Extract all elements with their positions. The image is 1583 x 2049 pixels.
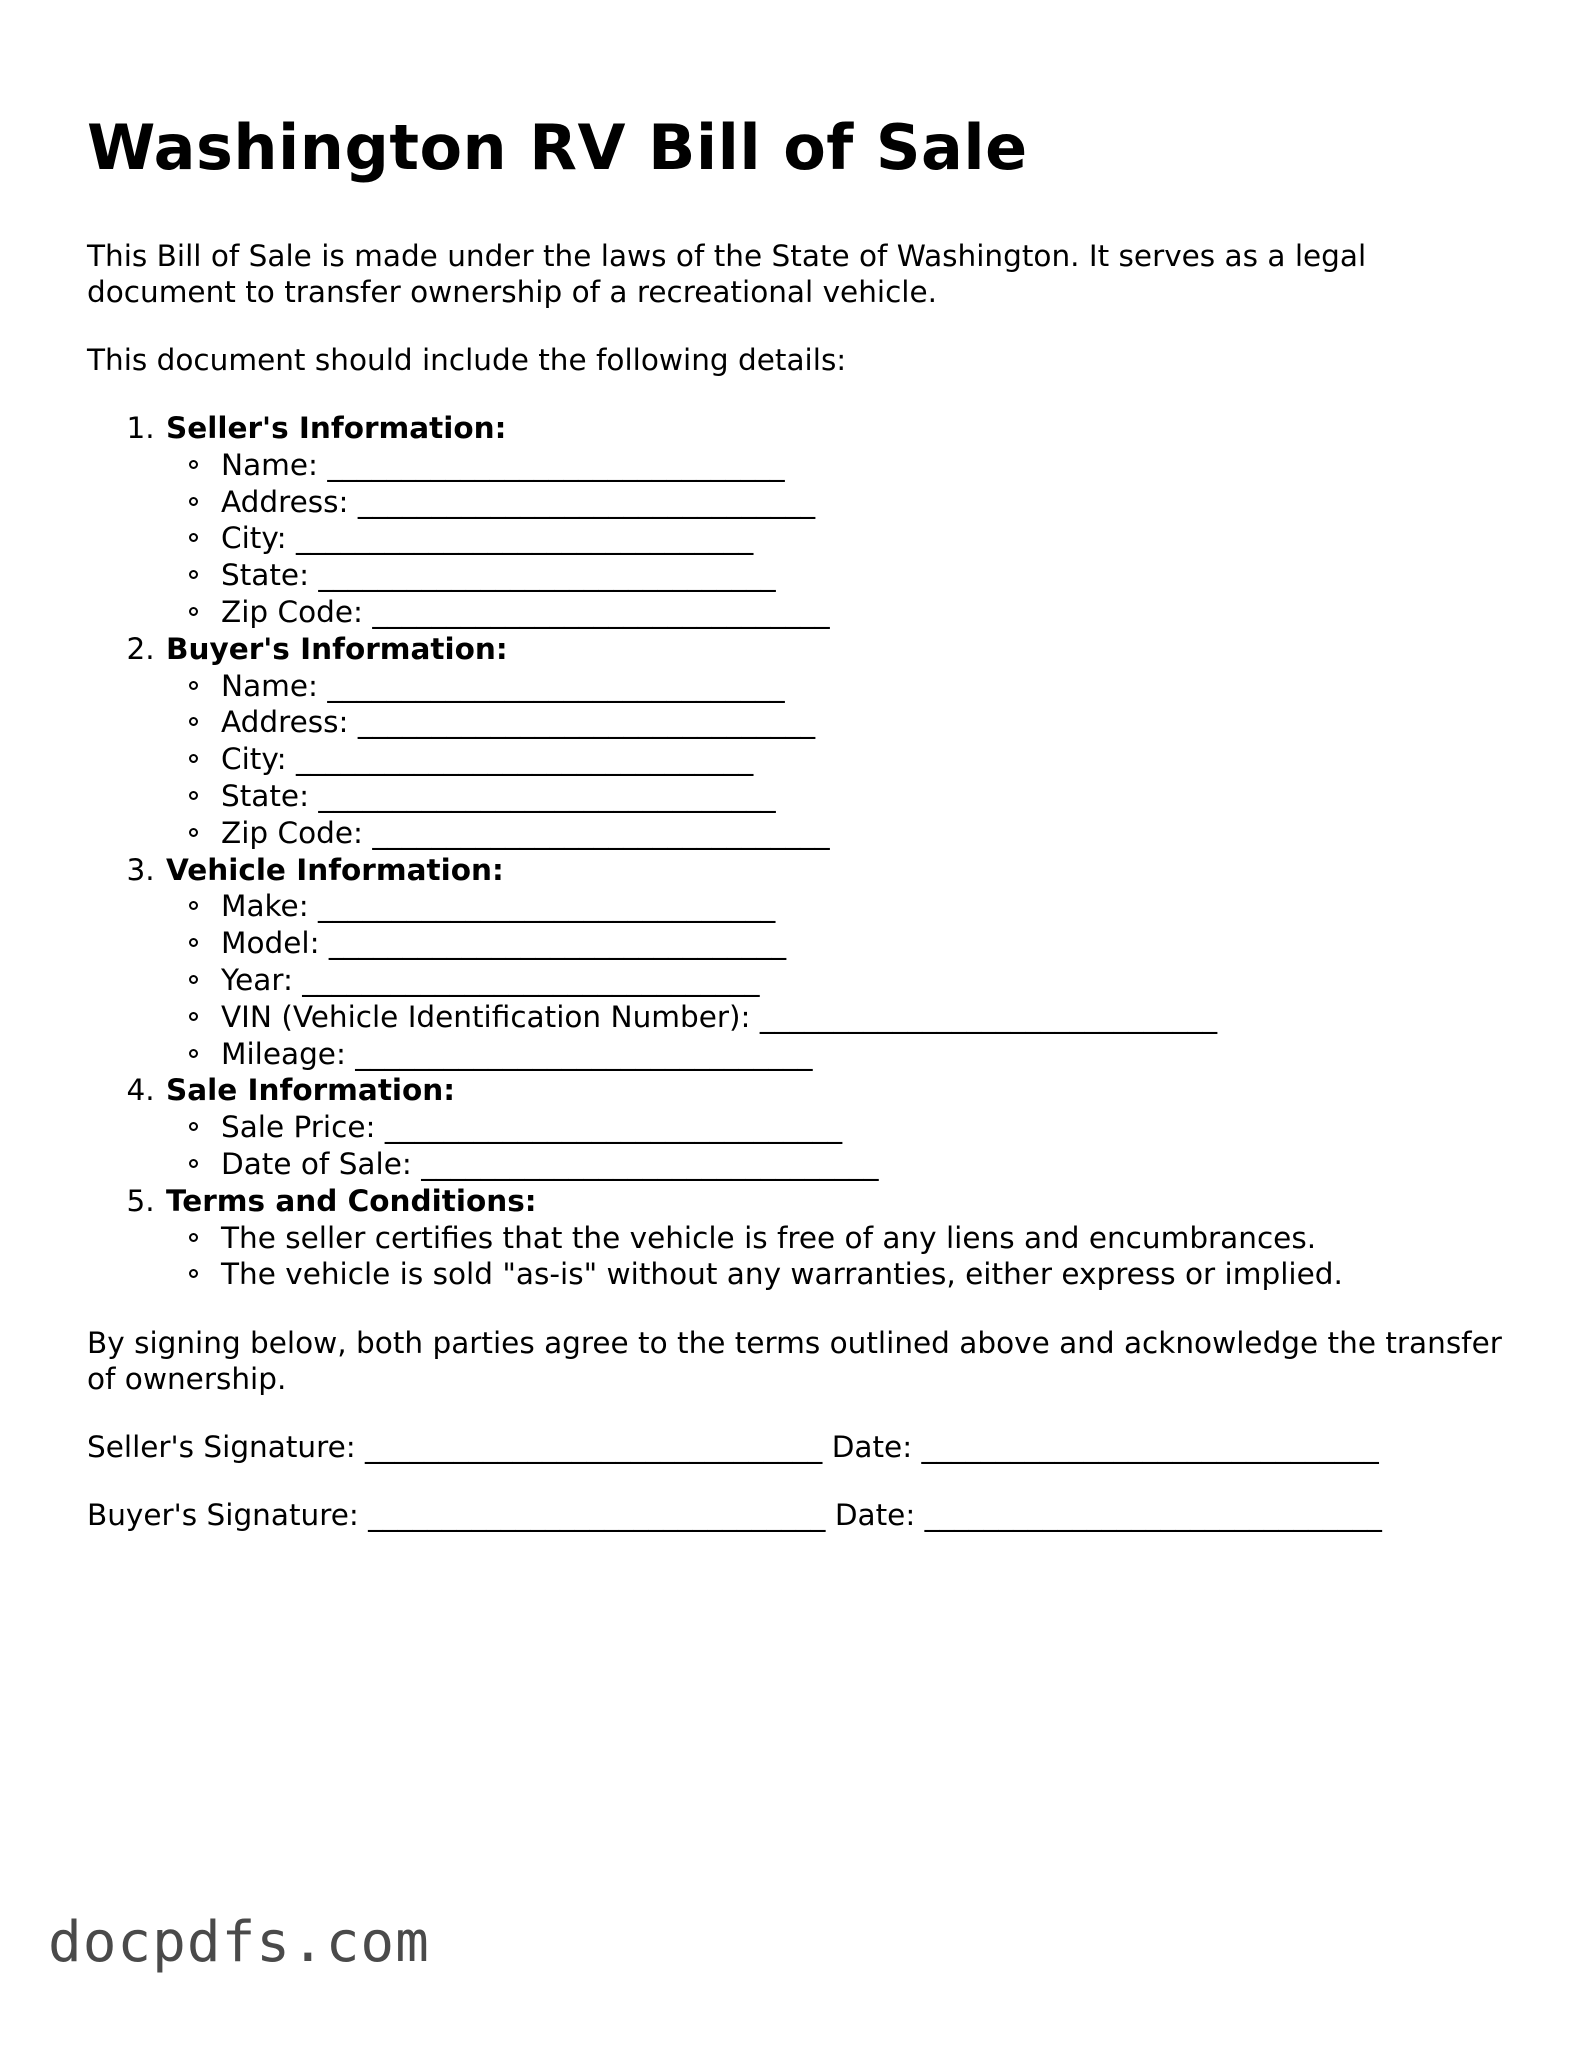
blank-line[interactable]: _______________________________ <box>328 926 787 961</box>
section-title: Terms and Conditions: <box>166 1183 537 1218</box>
blank-line[interactable]: _______________________________ <box>421 1146 879 1181</box>
field-label: Make: <box>221 889 309 924</box>
field-buyer-name <box>221 668 1507 705</box>
seller-date-blank[interactable]: _______________________________ <box>921 1430 1379 1465</box>
field-list <box>166 888 1507 1072</box>
buyer-signature-blank[interactable]: _______________________________ <box>368 1498 826 1533</box>
blank-line[interactable]: _______________________________ <box>296 742 754 777</box>
watermark: docpdfs.com <box>48 1910 430 1975</box>
field-label: State: <box>221 558 310 593</box>
field-sale-price <box>221 1109 1507 1146</box>
blank-line[interactable]: _______________________________ <box>759 999 1218 1034</box>
field-label: Zip Code: <box>221 815 363 850</box>
field-label: Date of Sale: <box>221 1146 412 1181</box>
field-buyer-state <box>221 778 1507 815</box>
field-label: VIN (Vehicle Identification Number): <box>221 999 751 1034</box>
field-label: City: <box>221 521 287 556</box>
term-text: The seller certifies that the vehicle is free of any liens and encumbrances. <box>221 1220 1317 1255</box>
bullet-icon <box>189 497 198 506</box>
bullet-icon <box>189 1012 198 1021</box>
field-vehicle-model <box>221 925 1507 962</box>
field-label: Zip Code: <box>221 594 363 629</box>
bullet-icon <box>189 533 198 542</box>
field-buyer-city <box>221 741 1507 778</box>
blank-line[interactable]: _______________________________ <box>302 962 760 997</box>
bullet-icon <box>189 1122 198 1131</box>
buyer-signature-row <box>87 1497 1507 1533</box>
section-title: Buyer's Information: <box>166 631 508 666</box>
field-seller-address <box>221 484 1507 521</box>
field-label: Name: <box>221 668 318 703</box>
field-label: Name: <box>221 447 318 482</box>
field-seller-name <box>221 447 1507 484</box>
section-title: Sale Information: <box>166 1073 456 1108</box>
section-buyer <box>164 631 1507 852</box>
sections-list <box>87 410 1507 1293</box>
bullet-icon <box>189 1159 198 1168</box>
blank-line[interactable]: _______________________________ <box>318 778 776 813</box>
field-vehicle-make <box>221 888 1507 925</box>
bullet-icon <box>189 1269 198 1278</box>
blank-line[interactable]: _______________________________ <box>296 521 754 556</box>
blank-line[interactable]: _______________________________ <box>372 594 830 629</box>
section-terms <box>164 1183 1507 1293</box>
bullet-icon <box>189 681 198 690</box>
seller-signature-blank[interactable]: _______________________________ <box>365 1430 823 1465</box>
field-label: Sale Price: <box>221 1110 376 1145</box>
section-vehicle <box>164 852 1507 1073</box>
blank-line[interactable]: _______________________________ <box>357 484 816 519</box>
blank-line[interactable]: _______________________________ <box>327 447 785 482</box>
field-list <box>166 668 1507 852</box>
blank-line[interactable]: _______________________________ <box>384 1110 843 1145</box>
field-seller-city <box>221 520 1507 557</box>
field-seller-zip <box>221 594 1507 631</box>
field-vehicle-year <box>221 962 1507 999</box>
term-text: The vehicle is sold "as-is" without any warranties, either express or implied. <box>221 1257 1343 1292</box>
section-title: Vehicle Information: <box>166 852 504 887</box>
blank-line[interactable]: _______________________________ <box>372 815 830 850</box>
field-list <box>166 447 1507 631</box>
bullet-icon <box>189 901 198 910</box>
blank-line[interactable]: _______________________________ <box>318 558 776 593</box>
bullet-icon <box>189 791 198 800</box>
field-buyer-zip <box>221 815 1507 852</box>
term-item <box>221 1256 1507 1293</box>
bullet-icon <box>189 717 198 726</box>
document-page <box>87 108 1507 1565</box>
seller-signature-label: Seller's Signature: <box>87 1430 356 1465</box>
terms-list <box>166 1220 1507 1294</box>
details-intro: This document should include the following details: <box>87 343 847 377</box>
field-label: Mileage: <box>221 1036 346 1071</box>
seller-signature-row <box>87 1429 1507 1465</box>
field-list <box>166 1109 1507 1183</box>
page-title: Washington RV Bill of Sale <box>87 111 1028 184</box>
field-label: State: <box>221 778 310 813</box>
blank-line[interactable]: _______________________________ <box>357 705 816 740</box>
field-label: City: <box>221 742 287 777</box>
bullet-icon <box>189 828 198 837</box>
closing-paragraph: By signing below, both parties agree to the terms outlined above and acknowledge the transfer of ownership. <box>87 1326 1502 1397</box>
bullet-icon <box>189 607 198 616</box>
field-vehicle-mileage <box>221 1036 1507 1073</box>
field-label: Address: <box>221 484 349 519</box>
field-seller-state <box>221 557 1507 594</box>
bullet-icon <box>189 460 198 469</box>
seller-date-label: Date: <box>831 1430 913 1465</box>
field-label: Model: <box>221 926 320 961</box>
field-label: Address: <box>221 705 349 740</box>
bullet-icon <box>189 754 198 763</box>
bullet-icon <box>189 570 198 579</box>
buyer-date-label: Date: <box>834 1498 916 1533</box>
bullet-icon <box>189 1233 198 1242</box>
blank-line[interactable]: _______________________________ <box>327 668 785 703</box>
bullet-icon <box>189 1049 198 1058</box>
buyer-date-blank[interactable]: _______________________________ <box>924 1498 1382 1533</box>
term-item <box>221 1220 1507 1257</box>
section-sale <box>164 1072 1507 1182</box>
bullet-icon <box>189 938 198 947</box>
section-title: Seller's Information: <box>166 411 507 445</box>
section-seller <box>164 410 1507 631</box>
field-buyer-address <box>221 704 1507 741</box>
field-vehicle-vin <box>221 999 1507 1036</box>
field-sale-date <box>221 1146 1507 1183</box>
bullet-icon <box>189 975 198 984</box>
field-label: Year: <box>221 962 293 997</box>
intro-paragraph: This Bill of Sale is made under the laws of the State of Washington. It serves as a legal document to transfer ownership of a recreational vehicle. <box>87 239 1367 309</box>
blank-line[interactable]: _______________________________ <box>318 889 776 924</box>
blank-line[interactable]: _______________________________ <box>355 1036 813 1071</box>
buyer-signature-label: Buyer's Signature: <box>87 1498 359 1533</box>
